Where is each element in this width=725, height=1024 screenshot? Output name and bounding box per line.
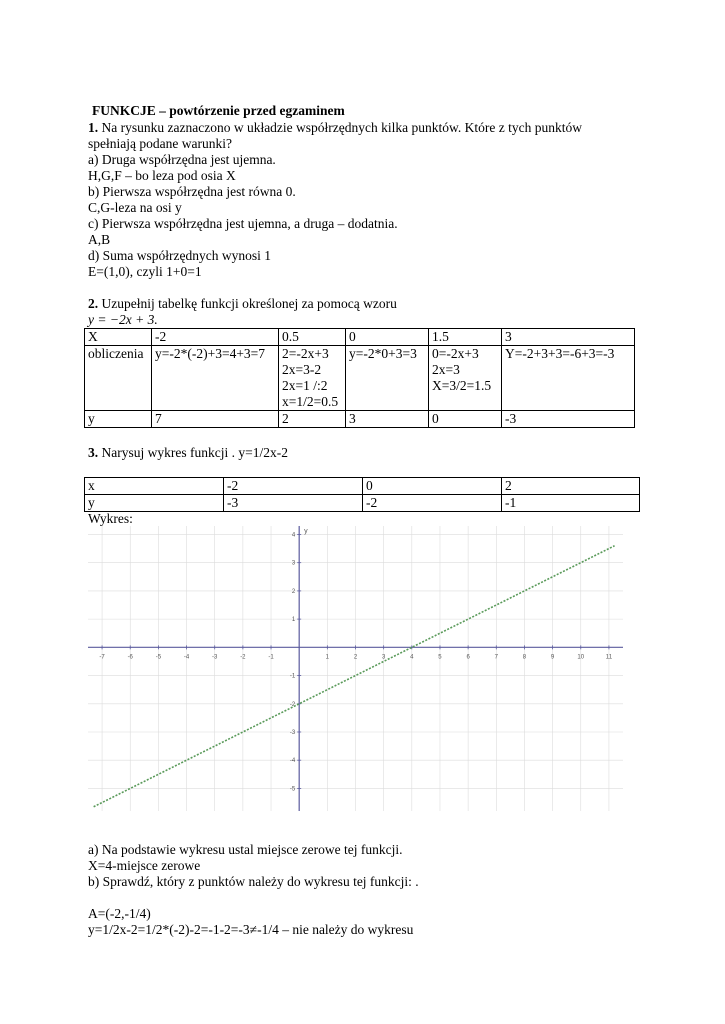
task1-a-answer: H,G,F – bo leza pod osia X <box>88 168 236 183</box>
task1-b-answer: C,G-leza na osi y <box>88 200 182 215</box>
x-tick-label: -7 <box>99 654 105 661</box>
table-row-y <box>85 495 640 512</box>
table-cell <box>502 346 635 411</box>
calc-line: 2=-2x+3 <box>282 346 329 361</box>
y-tick-label: 1 <box>291 617 296 624</box>
task1-d-question: d) Suma współrzędnych wynosi 1 <box>88 248 271 263</box>
y-tick-label: 4 <box>291 532 296 539</box>
task1-number: 1. <box>88 120 99 135</box>
answer-a-answer: X=4-miejsce zerowe <box>88 858 201 873</box>
table-cell: -2 <box>152 329 279 346</box>
task3-table <box>84 477 640 512</box>
answer-point: A=(-2,-1/4) <box>88 906 151 921</box>
task1-prompt-text: Na rysunku zaznaczono w układzie współrzędnych kilka punktów. Które z tych punktów <box>101 120 582 135</box>
graph-label: Wykres: <box>88 511 133 526</box>
x-tick-label: 10 <box>577 654 585 661</box>
x-tick-label: 8 <box>522 654 527 661</box>
answer-b-question: b) Sprawdź, który z punktów należy do wykresu tej funkcji: . <box>88 874 419 889</box>
page-title: FUNKCJE – powtórzenie przed egzaminem <box>92 103 345 118</box>
x-tick-label: 5 <box>438 654 442 661</box>
calc-line: Y=-2+3+3=-6+3=-3 <box>505 346 615 361</box>
x-tick-label: -1 <box>268 654 274 661</box>
y-tick-label: -5 <box>289 786 296 793</box>
answer-a-question: a) Na podstawie wykresu ustal miejsce zerowe tej funkcji. <box>88 842 403 857</box>
x-tick-label: 1 <box>325 654 330 661</box>
x-tick-label: 4 <box>410 654 414 661</box>
task2-formula: y = −2x + 3. <box>88 312 158 327</box>
task1-b-question: b) Pierwsza współrzędna jest równa 0. <box>88 184 296 199</box>
answer-check: y=1/2x-2=1/2*(-2)-2=-1-2=-3≠-1/4 – nie należy do wykresu <box>88 922 414 937</box>
table-cell: 2 <box>279 411 346 428</box>
table-cell: 2 <box>502 478 640 495</box>
table-cell: -3 <box>224 495 363 512</box>
table-cell <box>279 346 346 411</box>
table-row-calc <box>85 346 635 411</box>
x-tick-label: -5 <box>155 654 162 661</box>
table-cell: 3 <box>346 411 429 428</box>
table-cell <box>429 346 502 411</box>
calc-line: 2x=3 <box>432 362 460 377</box>
table-row-x <box>85 329 635 346</box>
function-graph <box>88 526 623 811</box>
task2-number: 2. <box>88 296 99 311</box>
task1-prompt-line2: spełniają podane warunki? <box>88 136 232 151</box>
function-line <box>94 546 615 807</box>
x-tick-label: -4 <box>183 654 190 661</box>
table-cell <box>346 346 429 411</box>
y-tick-label: -3 <box>289 729 296 736</box>
table-cell: -2 <box>224 478 363 495</box>
calc-line: 2x=1 /:2 <box>282 378 328 393</box>
table-cell: x <box>85 478 224 495</box>
task3-prompt-text: Narysuj wykres funkcji . y=1/2x-2 <box>101 445 288 460</box>
table-row-y <box>85 411 635 428</box>
x-tick-label: 9 <box>550 654 555 661</box>
table-cell: 7 <box>152 411 279 428</box>
task2-table <box>84 328 635 428</box>
table-row-x <box>85 478 640 495</box>
calc-line: 0=-2x+3 <box>432 346 479 361</box>
task3-number: 3. <box>88 445 99 460</box>
calc-line: X=3/2=1.5 <box>432 378 492 393</box>
x-tick-label: -3 <box>212 654 218 661</box>
x-tick-label: 6 <box>466 654 470 661</box>
task2-prompt <box>88 296 397 312</box>
y-axis-label: y <box>304 528 308 535</box>
calc-line: 2x=3-2 <box>282 362 322 377</box>
table-cell: y <box>85 495 224 512</box>
task1-d-answer: E=(1,0), czyli 1+0=1 <box>88 264 202 279</box>
table-cell: 0 <box>429 411 502 428</box>
table-cell: 0 <box>363 478 502 495</box>
task2-prompt-text: Uzupełnij tabelkę funkcji określonej za pomocą wzoru <box>101 296 397 311</box>
task1-prompt-line1 <box>88 120 582 136</box>
x-tick-label: 7 <box>494 654 498 661</box>
x-tick-label: -2 <box>240 654 246 661</box>
table-cell: X <box>85 329 152 346</box>
task1-c-answer: A,B <box>88 232 111 247</box>
y-tick-label: -1 <box>289 673 296 680</box>
x-tick-label: 2 <box>353 654 358 661</box>
y-tick-label: -2 <box>289 701 296 708</box>
x-tick-label: -6 <box>127 654 133 661</box>
calc-line: x=1/2=0.5 <box>282 394 339 409</box>
x-tick-label: 3 <box>381 654 386 661</box>
calc-line: y=-2*(-2)+3=4+3=7 <box>155 346 266 361</box>
y-tick-label: 3 <box>291 560 296 567</box>
task3-prompt <box>88 445 288 461</box>
table-cell: -2 <box>363 495 502 512</box>
table-cell: 0 <box>346 329 429 346</box>
y-tick-label: -4 <box>289 758 296 765</box>
table-cell <box>85 346 152 411</box>
task1-a-question: a) Druga współrzędna jest ujemna. <box>88 152 276 167</box>
table-cell: -1 <box>502 495 640 512</box>
table-cell: 0.5 <box>279 329 346 346</box>
table-cell: 3 <box>502 329 635 346</box>
calc-line: y=-2*0+3=3 <box>349 346 417 361</box>
y-tick-label: 2 <box>291 588 296 595</box>
x-tick-label: 11 <box>605 654 613 661</box>
task1-c-question: c) Pierwsza współrzędna jest ujemna, a druga – dodatnia. <box>88 216 398 231</box>
table-cell <box>152 346 279 411</box>
calc-line: obliczenia <box>88 346 144 361</box>
table-cell: -3 <box>502 411 635 428</box>
table-cell: y <box>85 411 152 428</box>
table-cell: 1.5 <box>429 329 502 346</box>
